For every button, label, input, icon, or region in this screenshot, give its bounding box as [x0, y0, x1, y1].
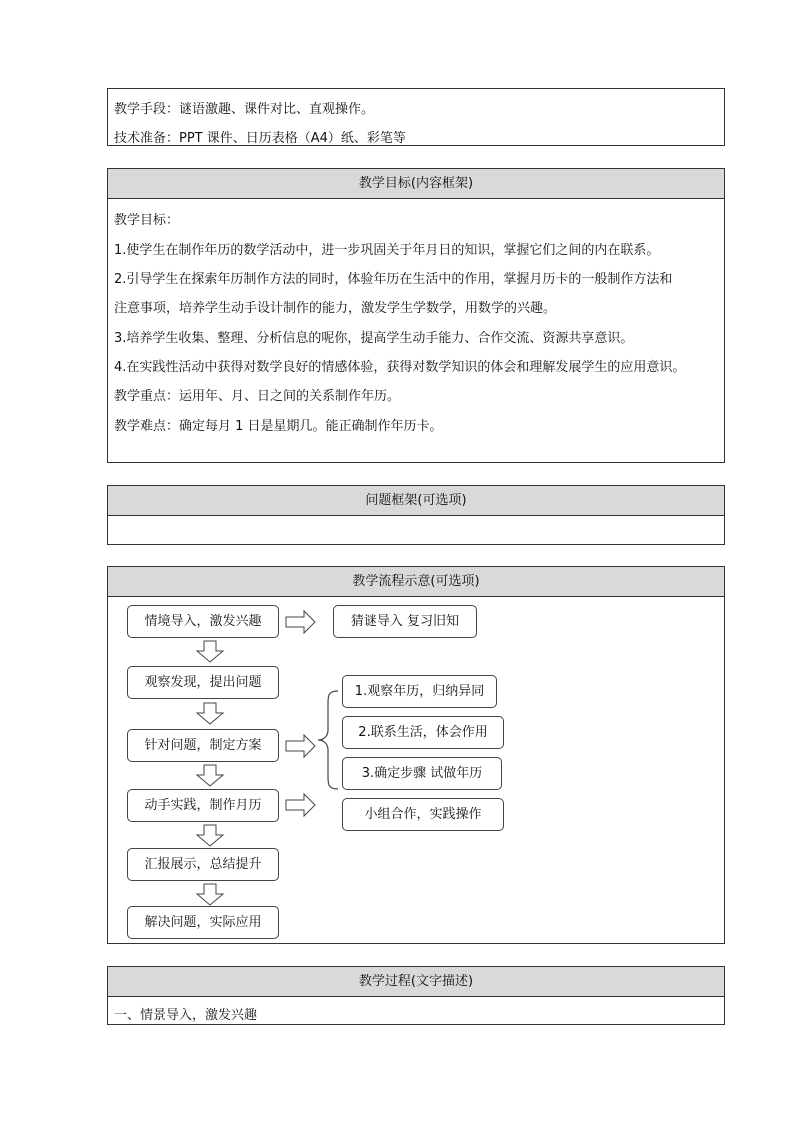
side-box-group-item: 3.确定步骤 试做年历	[342, 757, 502, 790]
side-box-practice: 小组合作，实践操作	[342, 798, 504, 831]
flow-step: 观察发现，提出问题	[127, 666, 279, 699]
side-box-group-item: 2.联系生活，体会作用	[342, 716, 504, 749]
key-point-line: 教学重点：运用年、月、日之间的关系制作年历。	[114, 389, 401, 404]
process-box	[107, 966, 725, 1025]
right-arrow-icon	[286, 794, 316, 816]
process-header: 教学过程(文字描述)	[108, 967, 724, 997]
difficulty-line: 教学难点：确定每月 1 日是星期几。能正确制作年历卡。	[114, 419, 443, 434]
down-arrow-icon	[196, 825, 224, 847]
flow-header: 教学流程示意(可选项)	[108, 567, 724, 597]
problem-box	[107, 485, 725, 545]
side-box-group-item: 1.观察年历，归纳异同	[342, 675, 497, 708]
objective-line: 3.培养学生收集、整理、分析信息的呢你，提高学生动手能力、合作交流、资源共享意识。	[114, 331, 634, 346]
down-arrow-icon	[196, 884, 224, 906]
right-arrow-icon	[286, 735, 316, 757]
tech-prep-text: 技术准备：PPT 课件、日历表格（A4）纸、彩笔等	[114, 131, 406, 146]
brace-icon	[316, 690, 340, 790]
problem-header: 问题框架(可选项)	[108, 486, 724, 516]
teaching-means-box	[107, 88, 725, 146]
flow-step: 动手实践，制作月历	[127, 789, 279, 822]
objective-line: 注意事项，培养学生动手设计制作的能力，激发学生学数学，用数学的兴趣。	[114, 301, 557, 316]
objectives-box	[107, 168, 725, 463]
flow-step: 情境导入，激发兴趣	[127, 605, 279, 638]
down-arrow-icon	[196, 641, 224, 663]
objective-line: 4.在实践性活动中获得对数学良好的情感体验，获得对数学知识的体会和理解发展学生的应用意识。	[114, 360, 686, 375]
objective-line: 2.引导学生在探索年历制作方法的同时，体验年历在生活中的作用，掌握月历卡的一般制作方法和	[114, 272, 673, 287]
down-arrow-icon	[196, 703, 224, 725]
teaching-means-text: 教学手段：谜语激趣、课件对比、直观操作。	[114, 102, 375, 117]
objectives-header: 教学目标(内容框架)	[108, 169, 724, 199]
side-box-riddle: 猜谜导入 复习旧知	[333, 605, 477, 638]
objective-line: 教学目标：	[114, 213, 180, 228]
flow-step: 汇报展示，总结提升	[127, 848, 279, 881]
down-arrow-icon	[196, 765, 224, 787]
flow-step: 针对问题，制定方案	[127, 729, 279, 762]
right-arrow-icon	[286, 611, 316, 633]
flow-step: 解决问题，实际应用	[127, 906, 279, 939]
process-first-line: 一、情景导入，激发兴趣	[114, 1008, 258, 1023]
objective-line: 1.使学生在制作年历的数学活动中，进一步巩固关于年月日的知识，掌握它们之间的内在联系。	[114, 243, 660, 258]
